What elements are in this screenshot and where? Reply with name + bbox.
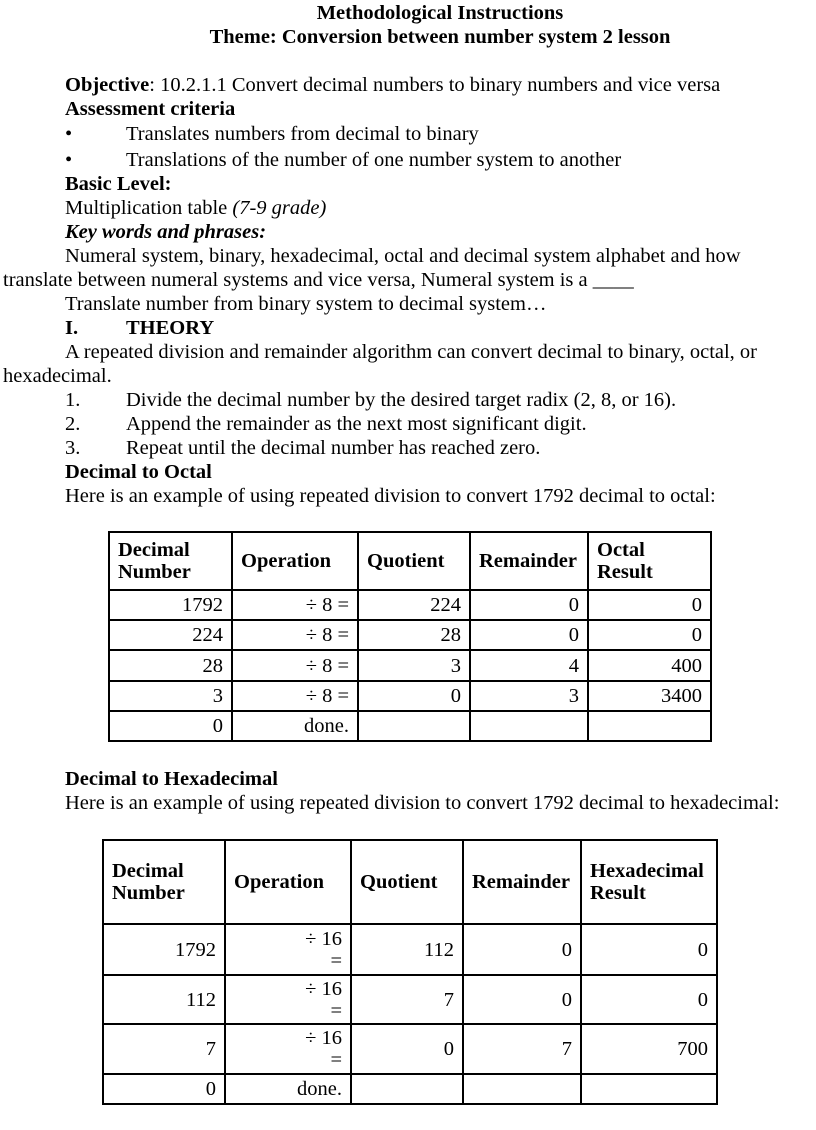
quotient-cell: 28 (358, 620, 470, 650)
table-header-row (103, 840, 717, 924)
decimal-cell: 0 (103, 1074, 225, 1104)
quotient-cell: 0 (351, 1024, 463, 1074)
basic-level-heading: Basic Level: (65, 173, 172, 195)
column-header: Quotient (351, 840, 463, 924)
objective-label: Objective (65, 74, 150, 96)
column-header: Octal Result (588, 532, 711, 590)
remainder-cell: 0 (463, 975, 581, 1024)
table-row (109, 711, 711, 741)
assessment-item (0, 148, 816, 172)
objective-line (65, 73, 720, 97)
objective-text: : 10.2.1.1 Convert decimal numbers to binary numbers and vice versa (149, 74, 721, 96)
operation-cell: ÷ 16 = (225, 975, 351, 1024)
bullet-icon: • (65, 149, 73, 171)
key-words-heading: Key words and phrases: (65, 221, 267, 243)
step-number: 3. (65, 437, 81, 459)
table-header-row (109, 532, 711, 590)
quotient-cell (351, 1074, 463, 1104)
table-row (103, 1074, 717, 1104)
operation-cell: ÷ 16 = (225, 924, 351, 975)
quotient-cell: 0 (358, 681, 470, 711)
theory-title: THEORY (126, 317, 215, 339)
assessment-item (0, 122, 816, 146)
assessment-item-text: Translates numbers from decimal to binary (126, 123, 479, 145)
theory-intro-line-2: hexadecimal. (3, 365, 112, 387)
result-cell: 0 (581, 975, 717, 1024)
remainder-cell (470, 711, 588, 741)
operation-cell: done. (225, 1074, 351, 1104)
quotient-cell: 224 (358, 590, 470, 620)
remainder-cell (463, 1074, 581, 1104)
basic-level-text (65, 196, 326, 220)
remainder-cell: 7 (463, 1024, 581, 1074)
column-header: Quotient (358, 532, 470, 590)
result-cell: 3400 (588, 681, 711, 711)
decimal-cell: 112 (103, 975, 225, 1024)
table-row (109, 681, 711, 711)
table-row (109, 620, 711, 650)
step-text: Repeat until the decimal number has reached zero. (126, 437, 541, 459)
document-title: Methodological Instructions (316, 2, 564, 24)
theory-step (0, 412, 816, 436)
octal-intro: Here is an example of using repeated division to convert 1792 decimal to octal: (65, 485, 716, 507)
table-row (109, 590, 711, 620)
operation-cell: ÷ 8 = (232, 681, 358, 711)
operation-cell: done. (232, 711, 358, 741)
table-row (103, 1024, 717, 1074)
result-cell: 0 (588, 620, 711, 650)
bullet-icon: • (65, 123, 73, 145)
result-cell: 700 (581, 1024, 717, 1074)
decimal-cell: 28 (109, 650, 232, 681)
basic-level-grade: (7-9 grade) (232, 197, 327, 219)
step-text: Divide the decimal number by the desired target radix (2, 8, or 16). (126, 389, 677, 411)
decimal-cell: 1792 (103, 924, 225, 975)
basic-level-plain: Multiplication table (65, 197, 233, 219)
table-row (103, 924, 717, 975)
theme-text: : Conversion between number system 2 lesson (269, 26, 671, 48)
result-cell: 400 (588, 650, 711, 681)
remainder-cell: 0 (470, 620, 588, 650)
column-header: Operation (232, 532, 358, 590)
remainder-cell: 3 (470, 681, 588, 711)
table-row (109, 650, 711, 681)
assessment-heading: Assessment criteria (65, 98, 236, 120)
quotient-cell: 3 (358, 650, 470, 681)
operation-cell: ÷ 8 = (232, 590, 358, 620)
key-words-line-1: Numeral system, binary, hexadecimal, octal and decimal system alphabet and how (65, 245, 741, 267)
column-header: Decimal Number (109, 532, 232, 590)
column-header: Remainder (463, 840, 581, 924)
decimal-cell: 3 (109, 681, 232, 711)
theory-step (0, 388, 816, 412)
operation-cell: ÷ 8 = (232, 650, 358, 681)
assessment-item-text: Translations of the number of one number system to another (126, 149, 622, 171)
theory-intro-line-1: A repeated division and remainder algorithm can convert decimal to binary, octal, or (65, 341, 758, 363)
step-number: 1. (65, 389, 81, 411)
result-cell: 0 (588, 590, 711, 620)
decimal-cell: 7 (103, 1024, 225, 1074)
theory-step (0, 436, 816, 460)
decimal-cell: 224 (109, 620, 232, 650)
theory-numeral: I. (65, 317, 79, 339)
remainder-cell: 0 (463, 924, 581, 975)
result-cell (581, 1074, 717, 1104)
quotient-cell: 112 (351, 924, 463, 975)
step-text: Append the remainder as the next most significant digit. (126, 413, 587, 435)
hex-heading: Decimal to Hexadecimal (65, 768, 278, 790)
table-row (103, 975, 717, 1024)
theme-label: Theme (209, 26, 270, 48)
hex-intro: Here is an example of using repeated division to convert 1792 decimal to hexadecimal: (65, 792, 780, 814)
key-words-line-3: Translate number from binary system to decimal system… (65, 293, 547, 315)
step-number: 2. (65, 413, 81, 435)
result-cell: 0 (581, 924, 717, 975)
decimal-cell: 0 (109, 711, 232, 741)
hex-table (102, 839, 718, 1105)
document-theme (0, 25, 816, 49)
octal-table (108, 531, 712, 742)
quotient-cell: 7 (351, 975, 463, 1024)
column-header: Remainder (470, 532, 588, 590)
column-header: Hexadecimal Result (581, 840, 717, 924)
theory-heading (0, 316, 816, 340)
remainder-cell: 0 (470, 590, 588, 620)
operation-cell: ÷ 16 = (225, 1024, 351, 1074)
column-header: Operation (225, 840, 351, 924)
result-cell (588, 711, 711, 741)
operation-cell: ÷ 8 = (232, 620, 358, 650)
column-header: Decimal Number (103, 840, 225, 924)
quotient-cell (358, 711, 470, 741)
key-words-line-2: translate between numeral systems and vice versa, Numeral system is a ____ (3, 269, 634, 291)
remainder-cell: 4 (470, 650, 588, 681)
octal-heading: Decimal to Octal (65, 461, 212, 483)
decimal-cell: 1792 (109, 590, 232, 620)
